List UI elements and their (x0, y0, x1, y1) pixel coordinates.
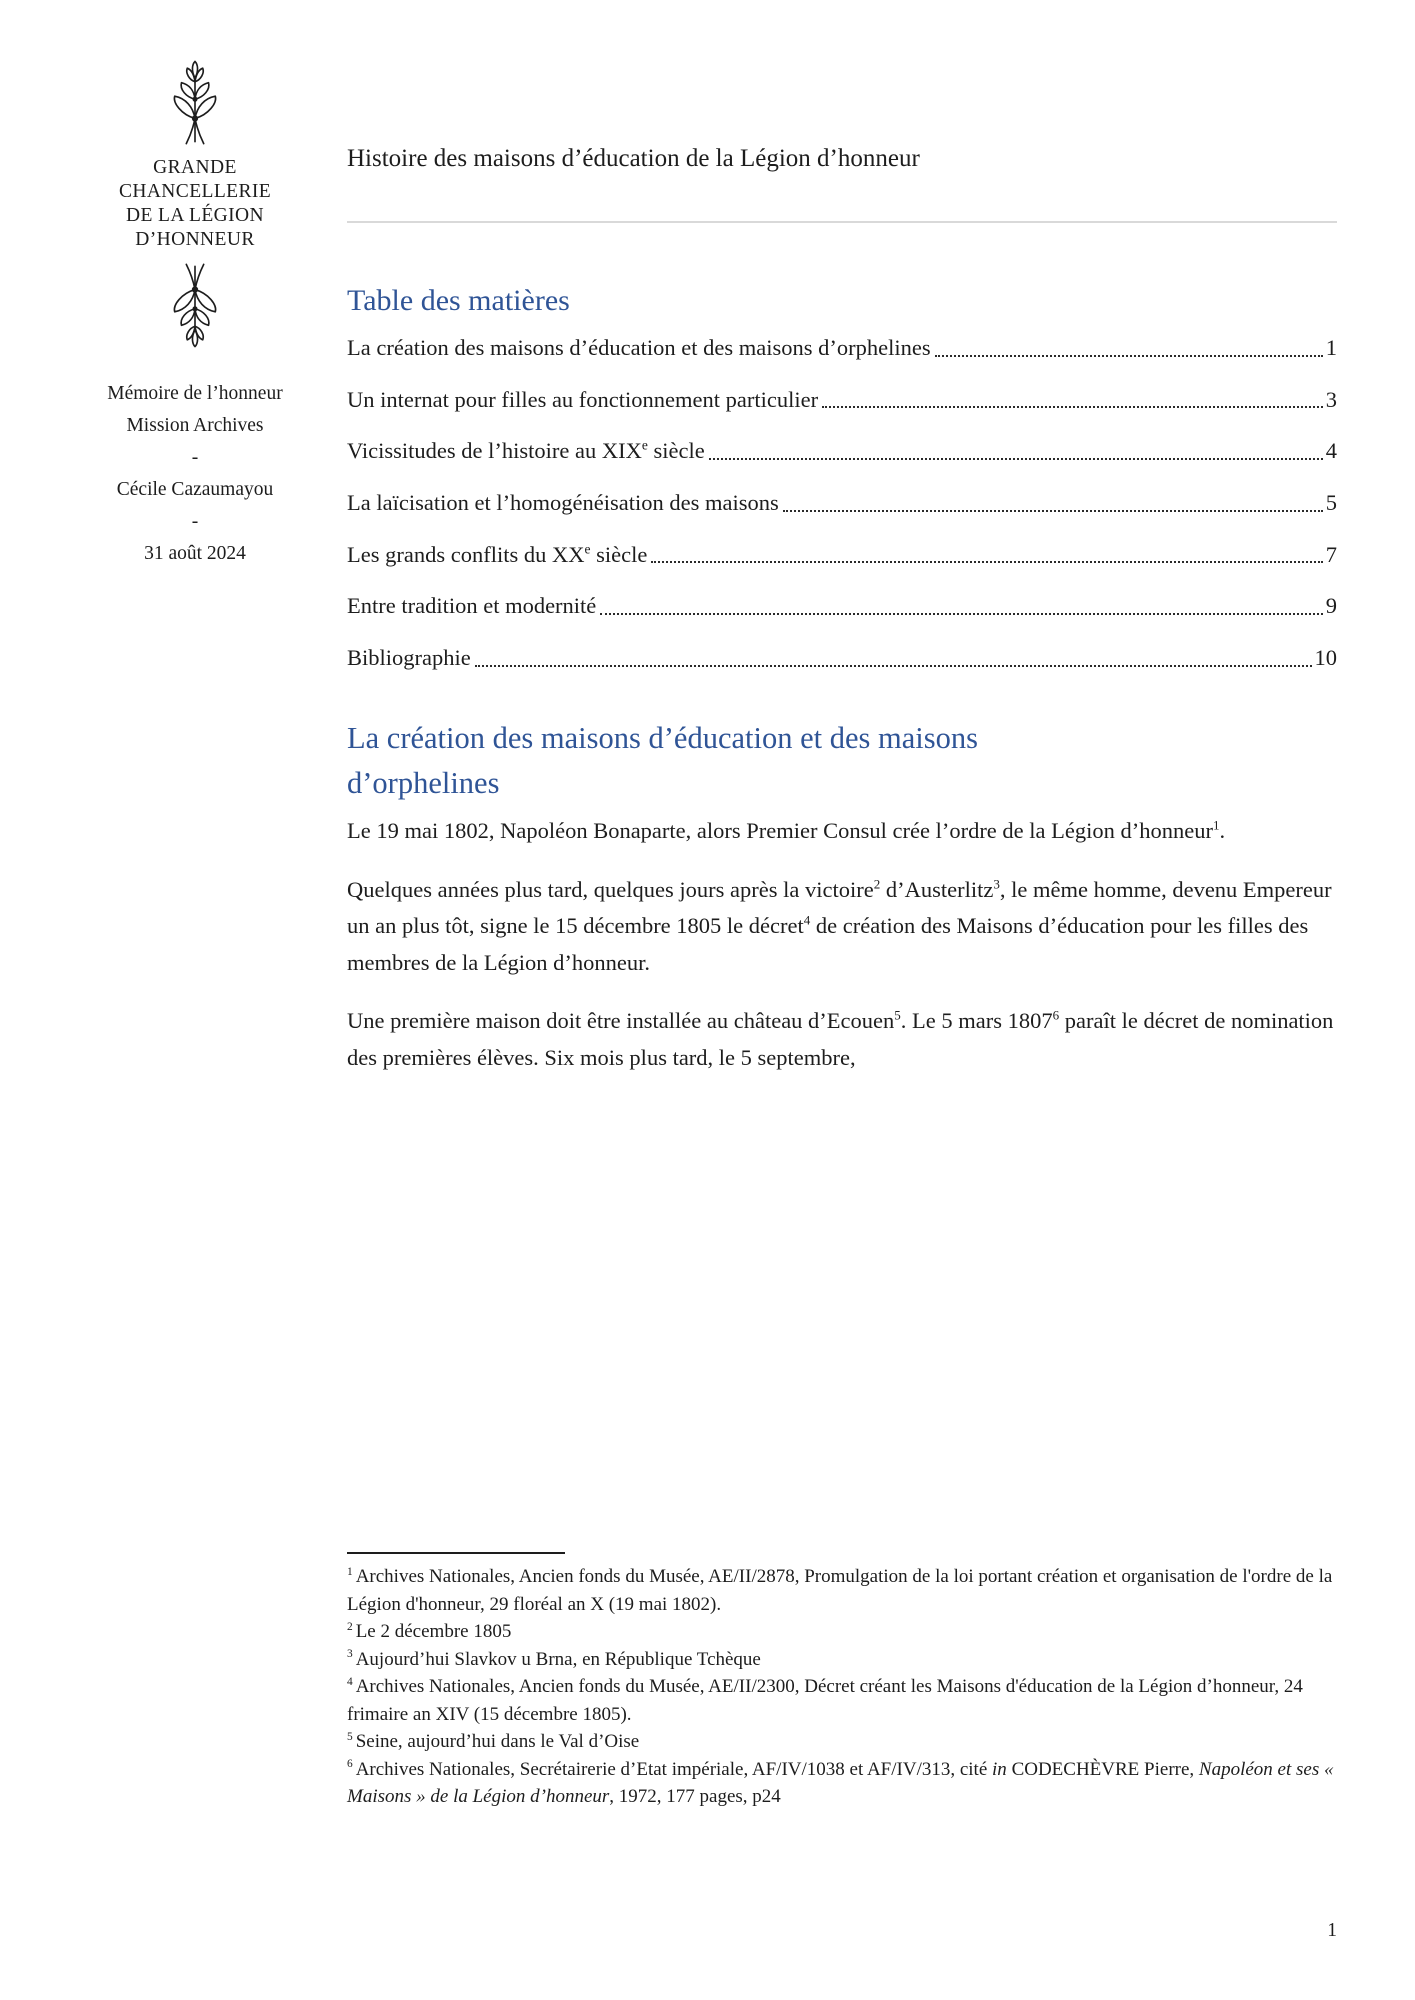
text-run: Le 2 décembre 1805 (355, 1621, 512, 1642)
section-heading-line: La création des maisons d’éducation et des maisons (347, 721, 978, 755)
toc-page-number: 7 (1325, 541, 1337, 567)
italic-text: in (992, 1758, 1007, 1780)
toc-entry-label: Vicissitudes de l’histoire au XIXe siècle (347, 437, 705, 464)
org-name-line: DE LA LÉGION (125, 205, 265, 226)
toc-entry-label: Un internat pour filles au fonctionnement particulier (347, 386, 819, 412)
toc-page-number: 4 (1325, 438, 1337, 464)
laurel-ornament-icon-flipped (166, 262, 224, 348)
footnote (347, 1646, 1337, 1674)
toc-entry[interactable] (347, 374, 1337, 426)
footnote-number: 5 (347, 1730, 353, 1743)
title-divider (347, 221, 1337, 223)
text-run: paraît le décret de nomination des premières élèves. Six mois plus tard, le 5 septembre, (347, 1008, 1334, 1070)
toc-entry[interactable] (347, 322, 1337, 374)
meta-mission: Mission Archives (126, 415, 264, 436)
text-run: Aujourd’hui Slavkov u Brna, en République Tchèque (355, 1648, 761, 1670)
text-run: CODECHÈVRE Pierre, (1006, 1758, 1199, 1780)
toc-page-number: 9 (1325, 593, 1337, 619)
org-name-line: D’HONNEUR (135, 229, 255, 250)
footnote-text (356, 1731, 640, 1752)
toc-entry-label: La laïcisation et l’homogénéisation des maisons (347, 490, 779, 516)
dot-leader (935, 355, 1323, 357)
footnote-ref: 3 (993, 876, 1000, 891)
text-run: Seine, aujourd’hui dans le Val d’Oise (355, 1731, 640, 1752)
meta-dash: - (191, 511, 199, 532)
toc-heading: Table des matières (347, 284, 570, 317)
meta-date: 31 août 2024 (144, 543, 246, 564)
text-run: d’Austerlitz (880, 876, 994, 902)
text-run: Une première maison doit être installée au château d’Ecouen (347, 1008, 895, 1033)
footnote-ref: 6 (1052, 1007, 1060, 1023)
toc-page-number: 3 (1325, 386, 1337, 412)
org-name-line: GRANDE (153, 157, 237, 178)
footnote-text (347, 1759, 1333, 1808)
toc-entry[interactable] (347, 477, 1337, 529)
toc-entry[interactable] (347, 580, 1337, 632)
footnote (347, 1673, 1337, 1728)
footnote (347, 1728, 1337, 1756)
footnote-number: 1 (347, 1565, 353, 1578)
text-run: de création des Maisons d’éducation pour les filles des membres de la Légion d’honneur. (347, 913, 1309, 975)
section-heading (347, 716, 978, 806)
meta-memoire: Mémoire de l’honneur (107, 383, 283, 404)
footnote-number: 2 (347, 1620, 353, 1633)
toc-entry-label: Bibliographie (347, 645, 471, 671)
footnote-number: 6 (347, 1758, 353, 1771)
text-run: Archives Nationales, Secrétairerie d’Etat impériale, AF/IV/1038 et AF/IV/313, cité (355, 1758, 993, 1780)
dot-leader (783, 510, 1323, 512)
paragraph (347, 1003, 1337, 1076)
text-run: . Le 5 mars 1807 (900, 1008, 1053, 1033)
meta-author: Cécile Cazaumayou (116, 479, 274, 500)
footnote (347, 1756, 1337, 1811)
paragraph (347, 872, 1337, 982)
document-title: Histoire des maisons d’éducation de la Légion d’honneur (347, 145, 920, 172)
footnote (347, 1618, 1337, 1646)
org-name-line: CHANCELLERIE (118, 181, 272, 202)
dot-leader (709, 458, 1323, 460)
footnote-text (356, 1649, 761, 1670)
footnote-separator (347, 1552, 565, 1554)
toc-entry[interactable] (347, 529, 1337, 581)
text-run: Quelques années plus tard, quelques jours après la victoire (347, 876, 874, 902)
text-run: Le 19 mai 1802, Napoléon Bonaparte, alors Premier Consul crée l’ordre de la Légion d’honneur (347, 818, 1213, 843)
footnote-ref: 1 (1212, 817, 1220, 833)
dot-leader (600, 613, 1322, 615)
toc-entry-label: Les grands conflits du XXe siècle (347, 541, 648, 567)
main-content (347, 0, 1337, 2000)
toc-entry-label: Entre tradition et modernité (347, 593, 597, 619)
toc-page-number: 1 (1325, 335, 1337, 360)
footnote-number: 4 (347, 1675, 353, 1688)
dot-leader (475, 665, 1312, 667)
footnote-ref: 2 (873, 876, 881, 891)
document-meta (75, 378, 315, 570)
footnote-ref: 4 (803, 912, 811, 928)
footnote (347, 1563, 1337, 1618)
text-run: , le même homme, devenu Empereur un an plus tôt, signe le 15 décembre 1805 le décret (347, 876, 1332, 938)
text-run: Archives Nationales, Ancien fonds du Musée, AE/II/2300, Décret créant les Maisons d'éducation de la Légion d’honneur, 24 frimaire an XIV (15 décembre 1805). (347, 1676, 1303, 1725)
text-run: , 1972, 177 pages, p24 (609, 1786, 781, 1807)
text-run: . (1219, 818, 1226, 843)
table-of-contents (347, 322, 1337, 684)
footnotes-section (347, 1552, 1337, 1811)
org-name (75, 156, 315, 252)
dot-leader (651, 561, 1322, 563)
section-heading-line: d’orphelines (347, 766, 500, 800)
sidebar (75, 60, 315, 570)
meta-dash: - (191, 447, 199, 468)
dot-leader (822, 406, 1323, 408)
footnote-text (356, 1621, 512, 1642)
toc-entry-label: La création des maisons d’éducation et des maisons d’orphelines (347, 335, 931, 360)
toc-entry[interactable] (347, 632, 1337, 684)
toc-page-number: 5 (1325, 490, 1337, 516)
footnote-ref: 5 (894, 1007, 901, 1023)
footnote-text (347, 1566, 1332, 1615)
italic-text: Napoléon et ses « Maisons » de la Légion d’honneur (347, 1758, 1334, 1807)
page-number: 1 (1327, 1920, 1337, 1941)
paragraph (347, 813, 1337, 850)
body-text (347, 813, 1337, 1098)
footnote-text (347, 1676, 1303, 1725)
toc-page-number: 10 (1314, 645, 1337, 671)
footnote-number: 3 (347, 1648, 353, 1661)
toc-entry[interactable] (347, 425, 1337, 477)
text-run: Archives Nationales, Ancien fonds du Musée, AE/II/2878, Promulgation de la loi portant création et organisation de l'ordre de la Légion d'honneur, 29 floréal an X (19 mai 1802). (347, 1566, 1333, 1615)
laurel-ornament-icon (166, 60, 224, 146)
